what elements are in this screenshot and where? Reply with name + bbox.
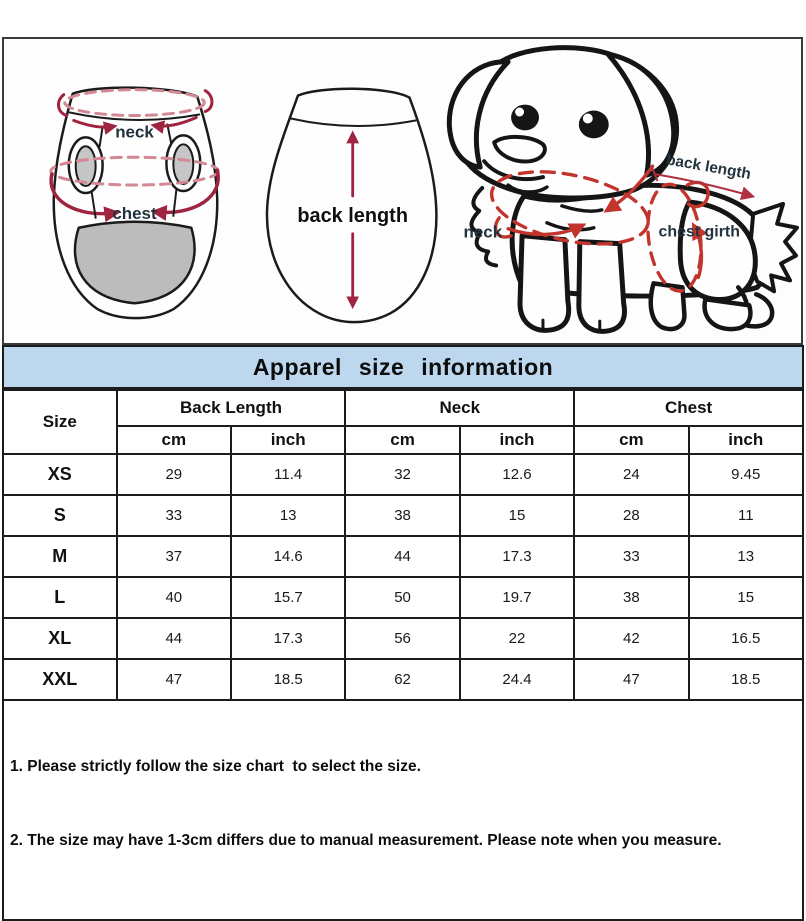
table-cell: 42 [574,618,688,659]
table-cell: 47 [117,659,231,700]
footnote-1: 1. Please strictly follow the size chart to select the size. [10,757,421,775]
unit-header: inch [460,426,574,454]
unit-header: cm [574,426,688,454]
dog-hind-paw [705,299,751,329]
size-table [2,389,804,701]
dog-left-eye [511,105,539,131]
table-cell: 37 [117,536,231,577]
table-cell: 13 [231,495,345,536]
vest-back-diagram [267,89,436,322]
column-header-chest: Chest [574,390,803,426]
column-header-size: Size [3,390,117,454]
table-title: Apparel size information [2,345,804,389]
dog-front-leg-b [579,242,625,332]
dog-tail [749,204,797,291]
table-cell: 17.3 [460,536,574,577]
dog-chest-girth-label: chest girth [658,223,740,241]
size-label: S [3,495,117,536]
dog-front-leg-a [520,236,569,331]
footnotes [2,701,804,921]
table-cell: 9.45 [689,454,803,495]
size-label: L [3,577,117,618]
table-cell: 24 [574,454,688,495]
unit-header: inch [689,426,803,454]
measurement-diagrams [4,39,801,343]
unit-header: cm [117,426,231,454]
table-cell: 56 [345,618,459,659]
column-header-back-length: Back Length [117,390,346,426]
unit-header: inch [231,426,345,454]
table-row [3,659,803,700]
dog-right-eye [579,111,609,139]
table-cell: 33 [117,495,231,536]
dog-back-length-label: back length [664,151,753,183]
table-row [3,495,803,536]
table-cell: 38 [345,495,459,536]
table-cell: 15.7 [231,577,345,618]
table-cell: 12.6 [460,454,574,495]
size-label: XL [3,618,117,659]
vest-front-diagram [51,88,218,319]
table-cell: 11.4 [231,454,345,495]
vest-back-length-label: back length [297,204,408,227]
table-cell: 29 [117,454,231,495]
table-cell: 38 [574,577,688,618]
vest-front-chest-label: chest [112,203,157,223]
vest-front-neck-label: neck [115,122,154,142]
table-cell: 32 [345,454,459,495]
table-cell: 19.7 [460,577,574,618]
size-table-section [2,345,804,921]
table-cell: 50 [345,577,459,618]
table-cell: 33 [574,536,688,577]
table-cell: 16.5 [689,618,803,659]
table-cell: 44 [345,536,459,577]
table-cell: 13 [689,536,803,577]
size-label: M [3,536,117,577]
table-cell: 40 [117,577,231,618]
table-cell: 15 [689,577,803,618]
measurement-diagrams-panel [2,37,803,345]
table-cell: 18.5 [231,659,345,700]
footnote-2: 2. The size may have 1-3cm differs due to manual measurement. Please note when you measure. [10,831,722,849]
table-row [3,536,803,577]
table-cell: 15 [460,495,574,536]
table-cell: 44 [117,618,231,659]
table-cell: 17.3 [231,618,345,659]
table-cell: 28 [574,495,688,536]
table-cell: 62 [345,659,459,700]
table-cell: 47 [574,659,688,700]
dog-diagram [449,48,797,332]
size-label: XXL [3,659,117,700]
table-cell: 22 [460,618,574,659]
unit-header: cm [345,426,459,454]
dog-neck-label: neck [463,222,503,242]
table-cell: 14.6 [231,536,345,577]
table-row [3,577,803,618]
table-cell: 18.5 [689,659,803,700]
size-label: XS [3,454,117,495]
table-row [3,618,803,659]
table-cell: 11 [689,495,803,536]
column-header-neck: Neck [345,390,574,426]
table-cell: 24.4 [460,659,574,700]
table-row [3,454,803,495]
